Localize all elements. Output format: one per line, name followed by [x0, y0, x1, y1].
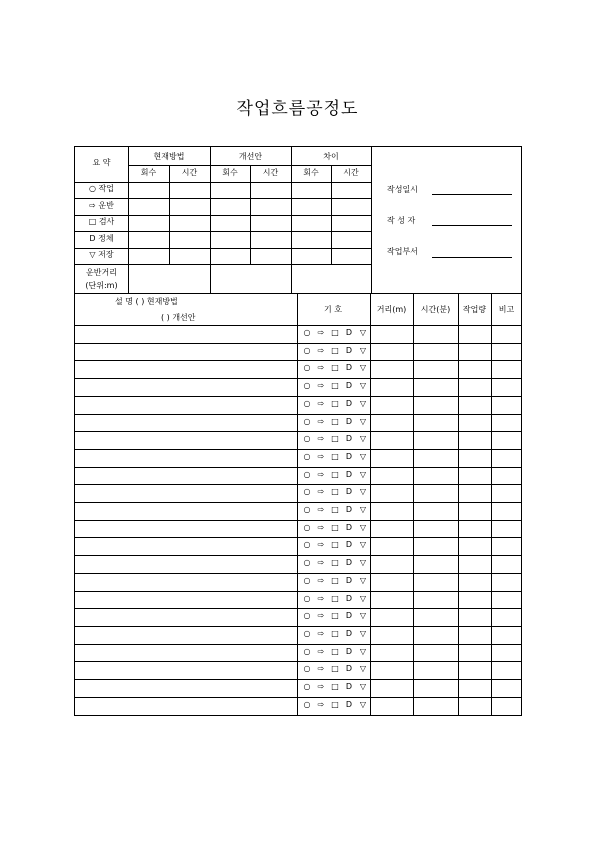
- inspection-symbol-icon[interactable]: □: [331, 558, 339, 568]
- storage-symbol-icon[interactable]: ▽: [359, 505, 367, 514]
- group-improvement: 개선안: [238, 152, 263, 161]
- operation-symbol-icon[interactable]: ○: [303, 469, 311, 479]
- delay-symbol-icon[interactable]: D: [345, 699, 353, 709]
- sub-header-count: 회수: [303, 168, 319, 177]
- sub-header-count: 회수: [222, 168, 238, 177]
- author-field[interactable]: [432, 225, 512, 226]
- table-row-line: [75, 396, 521, 397]
- symbol-row: [301, 647, 369, 657]
- operation-symbol-icon[interactable]: ○: [303, 381, 311, 391]
- operation-symbol-icon[interactable]: ○: [303, 646, 311, 656]
- storage-symbol-icon[interactable]: ▽: [359, 664, 367, 674]
- table-row-line: [75, 449, 521, 450]
- storage-symbol-icon[interactable]: ▽: [359, 469, 367, 479]
- grid-line: [491, 293, 492, 715]
- transport-symbol-icon[interactable]: ⇨: [317, 363, 325, 373]
- operation-symbol-icon[interactable]: ○: [303, 682, 311, 691]
- sub-header-time: 시간: [181, 168, 198, 177]
- storage-symbol-icon[interactable]: ▽: [359, 328, 367, 337]
- operation-symbol-icon[interactable]: ○: [303, 363, 311, 373]
- inspection-symbol-icon[interactable]: □: [331, 628, 339, 638]
- operation-symbol-icon[interactable]: ○: [303, 328, 311, 337]
- delay-symbol-icon[interactable]: D: [345, 505, 353, 514]
- sub-header-count: 회수: [140, 168, 157, 177]
- transport-symbol-icon[interactable]: ⇨: [317, 611, 325, 621]
- distance-label: 운반거리: [86, 268, 117, 277]
- transport-symbol-icon[interactable]: ⇨: [317, 505, 325, 514]
- inspection-symbol-icon[interactable]: □: [331, 434, 339, 444]
- inspection-symbol-icon[interactable]: □: [331, 363, 339, 373]
- storage-symbol-icon[interactable]: ▽: [359, 593, 367, 603]
- delay-symbol-icon[interactable]: D: [345, 664, 353, 674]
- symbol-row: [301, 363, 369, 373]
- delay-symbol-icon[interactable]: D: [345, 682, 353, 691]
- symbol-row: [301, 328, 369, 338]
- storage-symbol-icon[interactable]: ▽: [359, 646, 367, 656]
- delay-symbol-icon[interactable]: D: [345, 593, 353, 603]
- operation-symbol-icon[interactable]: ○: [303, 398, 311, 408]
- inspection-symbol-icon[interactable]: □: [331, 699, 339, 709]
- inspection-symbol-icon[interactable]: □: [331, 505, 339, 514]
- storage-symbol-icon[interactable]: ▽: [359, 699, 367, 709]
- distance-unit-label: (단위:m): [85, 281, 118, 290]
- section-divider: [75, 293, 521, 294]
- grid-line: [75, 182, 371, 183]
- grid-line: [210, 147, 211, 293]
- row-delay: D 정체: [89, 234, 114, 243]
- grid-line: [291, 147, 292, 293]
- inspection-symbol-icon[interactable]: □: [331, 611, 339, 621]
- date-field[interactable]: [432, 194, 512, 195]
- grid-line: [75, 248, 371, 249]
- symbol-row: [301, 505, 369, 515]
- symbol-row: [301, 417, 369, 427]
- transport-symbol-icon[interactable]: ⇨: [317, 628, 325, 638]
- delay-symbol-icon[interactable]: D: [345, 363, 353, 373]
- delay-symbol-icon[interactable]: D: [345, 328, 353, 337]
- storage-symbol-icon[interactable]: ▽: [359, 682, 367, 691]
- grid-line: [458, 293, 459, 715]
- row-operation: ○ 작업: [89, 184, 114, 193]
- transport-symbol-icon[interactable]: ⇨: [317, 487, 325, 497]
- delay-symbol-icon[interactable]: D: [345, 646, 353, 656]
- storage-symbol-icon[interactable]: ▽: [359, 522, 367, 532]
- inspection-symbol-icon[interactable]: □: [331, 575, 339, 585]
- delay-symbol-icon[interactable]: D: [345, 381, 353, 391]
- table-row-line: [75, 626, 521, 627]
- transport-symbol-icon[interactable]: ⇨: [317, 682, 325, 691]
- table-row-line: [75, 679, 521, 680]
- operation-symbol-icon[interactable]: ○: [303, 628, 311, 638]
- inspection-symbol-icon[interactable]: □: [331, 328, 339, 337]
- delay-symbol-icon[interactable]: D: [345, 416, 353, 426]
- grid-line: [371, 147, 372, 293]
- distance-header: 거리(m): [376, 305, 407, 314]
- grid-line: [169, 165, 170, 264]
- table-row-line: [75, 537, 521, 538]
- operation-symbol-icon[interactable]: ○: [303, 699, 311, 709]
- storage-symbol-icon[interactable]: ▽: [359, 487, 367, 497]
- detail-header-divider: [75, 325, 521, 326]
- transport-symbol-icon[interactable]: ⇨: [317, 416, 325, 426]
- note-header: 비고: [498, 305, 515, 314]
- storage-symbol-icon[interactable]: ▽: [359, 416, 367, 426]
- sub-header-time: 시간: [262, 168, 279, 177]
- table-row-line: [75, 644, 521, 645]
- delay-symbol-icon[interactable]: D: [345, 398, 353, 408]
- table-row-line: [75, 431, 521, 432]
- operation-symbol-icon[interactable]: ○: [303, 611, 311, 621]
- transport-symbol-icon[interactable]: ⇨: [317, 451, 325, 461]
- inspection-symbol-icon[interactable]: □: [331, 398, 339, 408]
- document-title: 작업흐름공정도: [236, 99, 359, 119]
- operation-symbol-icon[interactable]: ○: [303, 434, 311, 444]
- storage-symbol-icon[interactable]: ▽: [359, 558, 367, 568]
- symbol-row: [301, 611, 369, 621]
- grid-line: [128, 147, 129, 293]
- delay-symbol-icon[interactable]: D: [345, 469, 353, 479]
- table-row-line: [75, 360, 521, 361]
- table-row-line: [75, 467, 521, 468]
- operation-symbol-icon[interactable]: ○: [303, 505, 311, 514]
- symbol-row: [301, 700, 369, 710]
- table-row-line: [75, 555, 521, 556]
- inspection-symbol-icon[interactable]: □: [331, 487, 339, 497]
- delay-symbol-icon[interactable]: D: [345, 575, 353, 585]
- inspection-symbol-icon[interactable]: □: [331, 522, 339, 532]
- transport-symbol-icon[interactable]: ⇨: [317, 469, 325, 479]
- operation-symbol-icon[interactable]: ○: [303, 416, 311, 426]
- table-row-line: [75, 484, 521, 485]
- operation-symbol-icon[interactable]: ○: [303, 593, 311, 603]
- delay-symbol-icon[interactable]: D: [345, 540, 353, 550]
- inspection-symbol-icon[interactable]: □: [331, 682, 339, 691]
- symbol-row: [301, 487, 369, 497]
- table-row-line: [75, 343, 521, 344]
- quantity-header: 작업량: [462, 305, 487, 314]
- table-row-line: [75, 378, 521, 379]
- transport-symbol-icon[interactable]: ⇨: [317, 522, 325, 532]
- operation-symbol-icon[interactable]: ○: [303, 558, 311, 568]
- summary-label: 요 약: [92, 158, 111, 167]
- inspection-symbol-icon[interactable]: □: [331, 469, 339, 479]
- transport-symbol-icon[interactable]: ⇨: [317, 381, 325, 391]
- storage-symbol-icon[interactable]: ▽: [359, 363, 367, 373]
- transport-symbol-icon[interactable]: ⇨: [317, 345, 325, 355]
- delay-symbol-icon[interactable]: D: [345, 451, 353, 461]
- process-chart-form: [74, 146, 522, 716]
- transport-symbol-icon[interactable]: ⇨: [317, 699, 325, 709]
- symbol-row: [301, 540, 369, 550]
- dept-field[interactable]: [432, 257, 512, 258]
- storage-symbol-icon[interactable]: ▽: [359, 345, 367, 355]
- transport-symbol-icon[interactable]: ⇨: [317, 593, 325, 603]
- inspection-symbol-icon[interactable]: □: [331, 381, 339, 391]
- table-row-line: [75, 573, 521, 574]
- table-row-line: [75, 520, 521, 521]
- delay-symbol-icon[interactable]: D: [345, 487, 353, 497]
- transport-symbol-icon[interactable]: ⇨: [317, 575, 325, 585]
- operation-symbol-icon[interactable]: ○: [303, 345, 311, 355]
- table-row-line: [75, 697, 521, 698]
- transport-symbol-icon[interactable]: ⇨: [317, 540, 325, 550]
- symbol-row: [301, 452, 369, 462]
- grid-line: [75, 264, 371, 265]
- storage-symbol-icon[interactable]: ▽: [359, 611, 367, 621]
- sub-header-time: 시간: [343, 168, 359, 177]
- symbol-header: 기 호: [324, 305, 342, 314]
- symbol-row: [301, 594, 369, 604]
- operation-symbol-icon[interactable]: ○: [303, 522, 311, 532]
- table-row-line: [75, 661, 521, 662]
- inspection-symbol-icon[interactable]: □: [331, 540, 339, 550]
- transport-symbol-icon[interactable]: ⇨: [317, 646, 325, 656]
- symbol-row: [301, 682, 369, 692]
- storage-symbol-icon[interactable]: ▽: [359, 628, 367, 638]
- symbol-row: [301, 470, 369, 480]
- symbol-row: [301, 523, 369, 533]
- delay-symbol-icon[interactable]: D: [345, 628, 353, 638]
- inspection-symbol-icon[interactable]: □: [331, 451, 339, 461]
- table-row-line: [75, 608, 521, 609]
- operation-symbol-icon[interactable]: ○: [303, 664, 311, 674]
- operation-symbol-icon[interactable]: ○: [303, 540, 311, 550]
- transport-symbol-icon[interactable]: ⇨: [317, 328, 325, 337]
- inspection-symbol-icon[interactable]: □: [331, 646, 339, 656]
- row-inspection: □ 검사: [88, 217, 115, 226]
- description-header-line2: ( ) 개선안: [161, 313, 196, 322]
- delay-symbol-icon[interactable]: D: [345, 434, 353, 444]
- group-difference: 차이: [323, 152, 339, 161]
- symbol-row: [301, 558, 369, 568]
- grid-line: [297, 293, 298, 715]
- grid-line: [413, 293, 414, 715]
- inspection-symbol-icon[interactable]: □: [331, 593, 339, 603]
- grid-line: [370, 293, 371, 715]
- time-header: 시간(분): [420, 305, 451, 314]
- date-label: 작성일시: [387, 185, 418, 194]
- delay-symbol-icon[interactable]: D: [345, 345, 353, 355]
- storage-symbol-icon[interactable]: ▽: [359, 434, 367, 444]
- row-storage: ▽ 저장: [89, 250, 114, 259]
- storage-symbol-icon[interactable]: ▽: [359, 575, 367, 585]
- table-row-line: [75, 591, 521, 592]
- grid-line: [75, 198, 371, 199]
- inspection-symbol-icon[interactable]: □: [331, 664, 339, 674]
- group-current-method: 현재방법: [153, 152, 185, 161]
- symbol-row: [301, 664, 369, 674]
- storage-symbol-icon[interactable]: ▽: [359, 451, 367, 461]
- dept-label: 작업부서: [387, 247, 418, 256]
- symbol-row: [301, 576, 369, 586]
- operation-symbol-icon[interactable]: ○: [303, 451, 311, 461]
- storage-symbol-icon[interactable]: ▽: [359, 540, 367, 550]
- symbol-row: [301, 629, 369, 639]
- transport-symbol-icon[interactable]: ⇨: [317, 558, 325, 568]
- grid-line: [75, 215, 371, 216]
- symbol-row: [301, 399, 369, 409]
- grid-line: [331, 165, 332, 264]
- delay-symbol-icon[interactable]: D: [345, 522, 353, 532]
- delay-symbol-icon[interactable]: D: [345, 558, 353, 568]
- table-row-line: [75, 414, 521, 415]
- storage-symbol-icon[interactable]: ▽: [359, 381, 367, 391]
- operation-symbol-icon[interactable]: ○: [303, 575, 311, 585]
- author-label: 작 성 자: [387, 216, 416, 225]
- row-transport: ⇨ 운반: [89, 201, 114, 210]
- description-header-line1: 설 명 ( ) 현재방법: [115, 297, 178, 306]
- transport-symbol-icon[interactable]: ⇨: [317, 434, 325, 444]
- delay-symbol-icon[interactable]: D: [345, 611, 353, 621]
- operation-symbol-icon[interactable]: ○: [303, 487, 311, 497]
- table-row-line: [75, 502, 521, 503]
- symbol-row: [301, 434, 369, 444]
- storage-symbol-icon[interactable]: ▽: [359, 398, 367, 408]
- grid-line: [250, 165, 251, 264]
- inspection-symbol-icon[interactable]: □: [331, 416, 339, 426]
- symbol-row: [301, 346, 369, 356]
- transport-symbol-icon[interactable]: ⇨: [317, 664, 325, 674]
- grid-line: [75, 231, 371, 232]
- transport-symbol-icon[interactable]: ⇨: [317, 398, 325, 408]
- symbol-row: [301, 381, 369, 391]
- inspection-symbol-icon[interactable]: □: [331, 345, 339, 355]
